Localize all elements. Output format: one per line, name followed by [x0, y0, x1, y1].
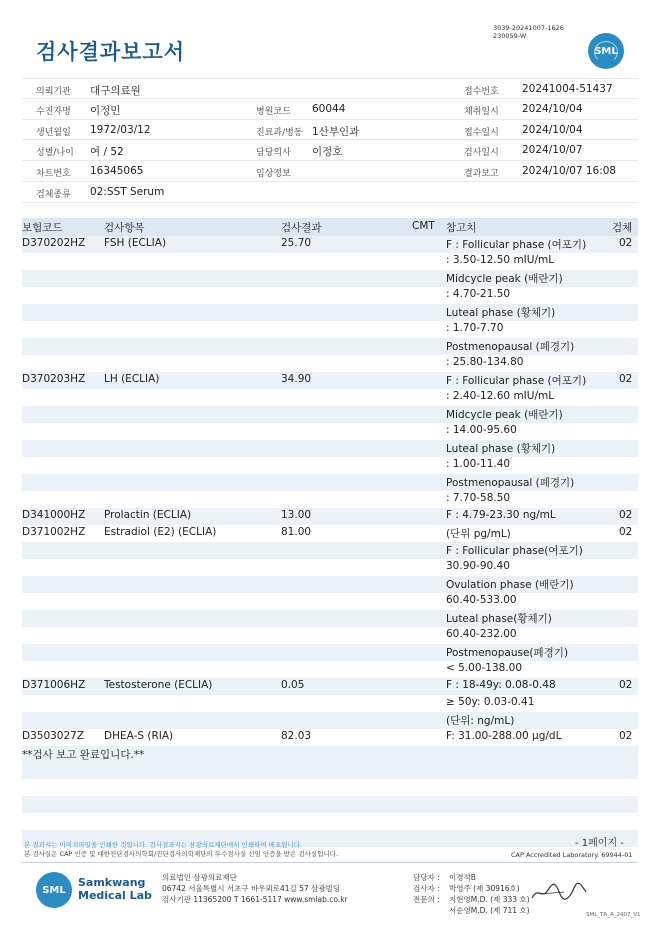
result-code: D371002HZ — [22, 526, 86, 538]
footer-note: 본 검사실은 CAP 인증 및 대한진단검사의학회/진단검사의학재단의 우수검사실 신임 인증을 받은 검사실입니다. — [24, 850, 339, 858]
table-row — [22, 746, 638, 763]
results-body — [22, 236, 638, 763]
result-value: 34.90 — [281, 373, 312, 385]
header-reference: 참고치 — [446, 222, 477, 234]
info-value: 이정호 — [312, 146, 343, 159]
staff-role: 검사자 : — [413, 884, 440, 893]
info-label: 의뢰기관 — [36, 87, 71, 97]
info-value: 2024/10/07 16:08 — [522, 165, 617, 178]
result-reference: Postmenopausal (폐경기) — [446, 477, 575, 489]
patient-info-table — [22, 78, 638, 203]
result-code: D341000HZ — [22, 509, 86, 521]
results-table — [22, 218, 638, 763]
info-value: 20241004-51437 — [522, 83, 613, 95]
info-row — [22, 78, 638, 99]
table-row — [22, 542, 638, 559]
table-row — [22, 440, 638, 457]
org-line: 06742 서울특별시 서초구 바우뫼로41길 57 삼광빌딩 — [162, 884, 341, 893]
table-row — [22, 644, 638, 661]
staff-name: 지현영M.D. (제 333 호) — [449, 895, 530, 904]
info-label: 담당의사 — [256, 148, 291, 159]
result-reference: F : Follicular phase (여포기) — [446, 239, 587, 251]
footer-note: 본 결과지는 이미지파일을 인쇄한 것입니다. 검사결과지는 삼광의료재단에서 인쇄하여 배포됩니다. — [24, 841, 303, 849]
info-value: 1972/03/12 — [90, 123, 151, 136]
organization-info — [162, 872, 348, 905]
table-row — [22, 389, 638, 406]
table-row — [22, 423, 638, 440]
table-row — [22, 338, 638, 355]
header-specimen: 검체 — [612, 222, 633, 234]
sml-logo: SML — [588, 33, 624, 69]
result-item: LH (ECLIA) — [104, 373, 160, 385]
result-reference: Midcycle peak (배란기) — [446, 273, 563, 285]
result-code: **검사 보고 완료입니다.** — [22, 749, 145, 761]
result-item: Testosterone (ECLIA) — [104, 679, 213, 691]
org-line: 검사기관 11365200 T 1661-5117 www.smlab.co.kr — [162, 895, 348, 904]
result-reference: : 1.00-11.40 — [446, 458, 511, 470]
signature-icon — [530, 880, 588, 904]
result-reference: F : 18-49y: 0.08-0.48 — [446, 679, 556, 691]
info-label: 임상정보 — [256, 169, 291, 180]
result-reference: 60.40-533.00 — [446, 594, 517, 606]
header-cmt: CMT — [412, 220, 435, 232]
result-reference: F : 4.79-23.30 ng/mL — [446, 509, 556, 521]
result-value: 25.70 — [281, 237, 312, 249]
result-item: FSH (ECLIA) — [104, 237, 167, 249]
result-value: 0.05 — [281, 679, 305, 691]
staff-role: 담당자 : — [413, 873, 440, 882]
result-code: D3503027Z — [22, 730, 85, 742]
table-row — [22, 474, 638, 491]
info-label: 성별/나이 — [36, 148, 74, 159]
table-row — [22, 627, 638, 644]
result-reference: : 7.70-58.50 — [446, 492, 511, 504]
header-value: 검사결과 — [281, 222, 322, 234]
info-label: 차트번호 — [36, 169, 71, 180]
info-value: 2024/10/04 — [522, 102, 583, 115]
info-label: 진료과/병동 — [256, 127, 303, 138]
info-row — [22, 161, 638, 182]
table-row — [22, 457, 638, 474]
table-row — [22, 253, 638, 270]
table-row — [22, 593, 638, 610]
table-row — [22, 610, 638, 627]
table-row — [22, 304, 638, 321]
info-value: 02:SST Serum — [90, 185, 165, 198]
table-row — [22, 508, 638, 525]
table-row — [22, 372, 638, 389]
page-number: - 1페이지 - — [575, 838, 624, 849]
table-row — [22, 695, 638, 712]
info-row — [22, 99, 638, 120]
footer-notes — [24, 841, 338, 859]
brand-line: Medical Lab — [78, 889, 152, 902]
table-row — [22, 559, 638, 576]
document-code-line: 230059-W — [493, 32, 527, 40]
result-specimen: 02 — [619, 509, 633, 521]
result-reference: Postmenopausal (폐경기) — [446, 341, 575, 353]
result-reference: F: 31.00-288.00 μg/dL — [446, 730, 562, 742]
result-code: D370202HZ — [22, 237, 86, 249]
staff-name: 서순영M.D. (제 711 호) — [449, 906, 530, 915]
result-reference: : 1.70-7.70 — [446, 322, 504, 334]
result-reference: : 14.00-95.60 — [446, 424, 517, 436]
result-reference: : 4.70-21.50 — [446, 288, 511, 300]
document-code-line: 3039-20241007-1626 — [493, 24, 564, 32]
result-reference: Luteal phase (황체기) — [446, 443, 556, 455]
info-label: 검체종류 — [36, 189, 71, 200]
result-value: 13.00 — [281, 509, 312, 521]
result-reference: : 3.50-12.50 mIU/mL — [446, 254, 555, 266]
info-row — [22, 182, 638, 203]
table-row — [22, 406, 638, 423]
result-specimen: 02 — [619, 237, 633, 249]
empty-row — [22, 796, 638, 813]
info-value: 2024/10/07 — [522, 144, 583, 157]
table-row — [22, 321, 638, 338]
info-label: 병원코드 — [256, 106, 291, 117]
table-row — [22, 287, 638, 304]
staff-role: 전문의 : — [413, 895, 440, 904]
table-row — [22, 525, 638, 542]
staff-line — [413, 894, 530, 905]
result-reference: Luteal phase(황체기) — [446, 613, 552, 625]
info-value: 2024/10/04 — [522, 123, 583, 136]
staff-line — [413, 883, 530, 894]
table-row — [22, 661, 638, 678]
header-item: 검사항목 — [104, 222, 145, 234]
result-reference: Midcycle peak (배란기) — [446, 409, 563, 421]
table-row — [22, 355, 638, 372]
info-value: 60044 — [312, 102, 346, 115]
sml-footer-logo: SML — [36, 872, 72, 908]
result-specimen: 02 — [619, 730, 633, 742]
staff-name: 이경석B — [449, 873, 476, 882]
result-specimen: 02 — [619, 373, 633, 385]
info-label: 결과보고 — [464, 169, 499, 180]
report-title: 검사결과보고서 — [36, 40, 186, 64]
brand-name — [78, 876, 152, 902]
result-item: Estradiol (E2) (ECLIA) — [104, 526, 217, 538]
result-reference: Ovulation phase (배란기) — [446, 579, 574, 591]
document-code — [493, 24, 564, 40]
info-label: 수진자명 — [36, 106, 71, 117]
result-value: 82.03 — [281, 730, 312, 742]
info-value: 여 / 52 — [90, 146, 124, 159]
result-reference: 60.40-232.00 — [446, 628, 517, 640]
info-row — [22, 140, 638, 161]
result-item: Prolactin (ECLIA) — [104, 509, 192, 521]
table-row — [22, 236, 638, 253]
staff-line — [413, 872, 530, 883]
brand-line: Samkwang — [78, 876, 146, 889]
info-value: 대구의료원 — [90, 85, 141, 97]
info-row — [22, 120, 638, 141]
result-reference: 30.90-90.40 — [446, 560, 510, 572]
info-label: 생년월일 — [36, 127, 71, 138]
result-reference: < 5.00-138.00 — [446, 662, 523, 674]
results-header — [22, 218, 638, 236]
result-specimen: 02 — [619, 526, 633, 538]
form-code: SML_TR_A_2407_V1 — [586, 912, 641, 918]
result-item: DHEA-S (RIA) — [104, 730, 174, 742]
result-reference: F : Follicular phase (여포기) — [446, 375, 587, 387]
result-reference: (단위: ng/mL) — [446, 715, 515, 727]
result-reference: : 25.80-134.80 — [446, 356, 524, 368]
empty-row — [22, 762, 638, 779]
table-row — [22, 491, 638, 508]
result-value: 81.00 — [281, 526, 312, 538]
table-row — [22, 576, 638, 593]
info-value: 16345065 — [90, 165, 144, 178]
staff-list — [413, 872, 530, 916]
org-line: 의료법인 삼광의료재단 — [162, 873, 237, 882]
info-label: 채취일시 — [464, 106, 499, 117]
header-code: 보험코드 — [22, 222, 63, 234]
result-reference: Luteal phase (황체기) — [446, 307, 556, 319]
info-label: 접수일시 — [464, 127, 499, 138]
staff-line — [413, 905, 530, 916]
table-row — [22, 712, 638, 729]
result-reference: (단위 pg/mL) — [446, 528, 511, 540]
result-reference: ≥ 50y: 0.03-0.41 — [446, 696, 535, 708]
result-code: D370203HZ — [22, 373, 86, 385]
cap-accreditation: CAP Accredited Laboratory. 69944-01 — [511, 851, 633, 859]
result-reference: F : Follicular phase(여포기) — [446, 545, 583, 557]
staff-name: 박영주 (제 30916호) — [449, 884, 520, 893]
info-value: 이정민 — [90, 104, 121, 117]
table-row — [22, 729, 638, 746]
result-reference: : 2.40-12.60 mIU/mL — [446, 390, 555, 402]
footer-divider — [22, 862, 638, 863]
info-label: 접수번호 — [464, 87, 499, 97]
result-reference: Postmenopause(폐경기) — [446, 647, 569, 659]
info-value: 1산부인과 — [312, 125, 360, 138]
info-label: 검사일시 — [464, 148, 499, 159]
result-specimen: 02 — [619, 679, 633, 691]
table-row — [22, 678, 638, 695]
table-row — [22, 270, 638, 287]
result-code: D371006HZ — [22, 679, 86, 691]
